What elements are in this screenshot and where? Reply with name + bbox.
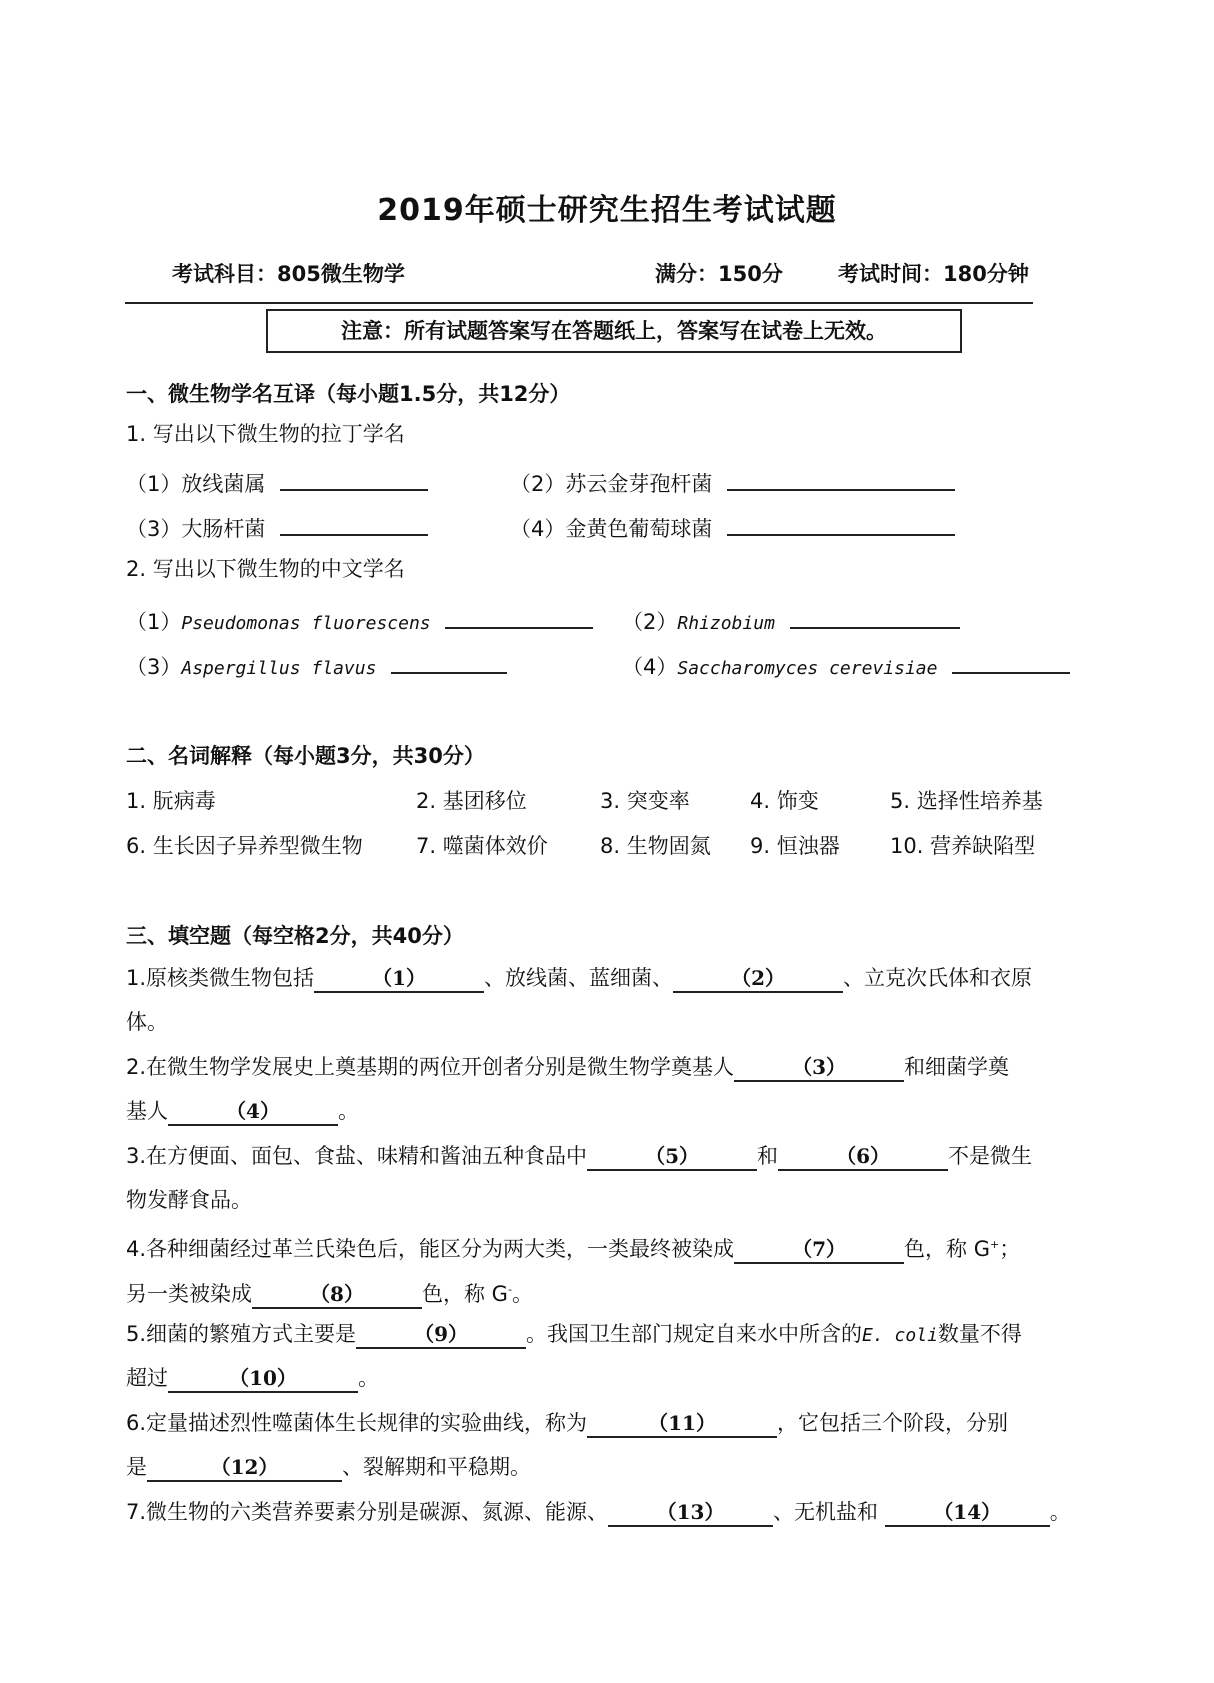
- term-item: 1. 朊病毒: [126, 789, 216, 813]
- question-text: 另一类被染成: [126, 1282, 252, 1306]
- section3-heading: 三、填空题（每空格2分，共40分）: [126, 924, 464, 948]
- question-text: 4.各种细菌经过革兰氏染色后，能区分为两大类，一类最终被染成: [126, 1237, 735, 1261]
- item-number: （3）: [126, 655, 182, 679]
- s1-q2-prompt: 2. 写出以下微生物的中文学名: [126, 557, 405, 581]
- fill-question-4: [126, 1231, 1020, 1264]
- term-item: 10. 营养缺陷型: [890, 834, 1036, 858]
- item-number: （4）: [622, 655, 678, 679]
- fill-question-3: [126, 1142, 1032, 1171]
- latin-name: Rhizobium: [677, 613, 775, 634]
- question-text: 超过: [126, 1366, 168, 1390]
- question-text: 色，称 G: [422, 1282, 508, 1306]
- fill-question-5-cont: [126, 1364, 379, 1393]
- fill-question-1-cont: 体。: [126, 1010, 168, 1034]
- question-text: 。: [1049, 1500, 1071, 1524]
- question-text: 。: [338, 1099, 359, 1123]
- gram-positive-sup: +: [990, 1238, 1000, 1251]
- s1-q1-item: [510, 465, 955, 498]
- item-number: （3）: [126, 517, 182, 541]
- blank-4: （4）: [168, 1098, 338, 1126]
- fill-question-2-cont: [126, 1097, 359, 1126]
- term-item: 9. 恒浊器: [750, 834, 840, 858]
- question-text: 和: [757, 1144, 779, 1168]
- fill-question-3-cont: 物发酵食品。: [126, 1188, 252, 1212]
- question-text: 5.细菌的繁殖方式主要是: [126, 1322, 357, 1346]
- question-text: 、裂解期和平稳期。: [342, 1455, 531, 1479]
- term-item: 5. 选择性培养基: [890, 789, 1043, 813]
- ecoli-name: E. coli: [862, 1325, 938, 1346]
- blank-1: （1）: [314, 965, 484, 993]
- fill-question-6-cont: [126, 1453, 531, 1482]
- latin-name: Saccharomyces cerevisiae: [677, 658, 938, 679]
- s1-q2-item: [622, 603, 960, 638]
- question-text: 色，称 G: [904, 1237, 990, 1261]
- blank-9: （9）: [356, 1321, 526, 1349]
- term-item: 4. 饰变: [750, 789, 819, 813]
- s1-q1-item: [126, 510, 428, 543]
- answer-blank: [445, 603, 593, 629]
- answer-blank: [952, 648, 1070, 674]
- term-item: 8. 生物固氮: [600, 834, 711, 858]
- answer-blank: [727, 510, 955, 536]
- s1-q2-item: [126, 603, 593, 638]
- question-text: 3.在方便面、面包、食盐、味精和酱油五种食品中: [126, 1144, 588, 1168]
- s1-q1-prompt: 1. 写出以下微生物的拉丁学名: [126, 422, 405, 446]
- blank-3: （3）: [734, 1054, 904, 1082]
- term-item: 2. 基团移位: [416, 789, 527, 813]
- fill-question-1: [126, 964, 1032, 993]
- blank-10: （10）: [168, 1365, 358, 1393]
- blank-8: （8）: [252, 1281, 422, 1309]
- blank-13: （13）: [608, 1499, 773, 1527]
- term-item: 3. 突变率: [600, 789, 690, 813]
- s1-q1-item: [510, 510, 955, 543]
- question-text: 基人: [126, 1099, 168, 1123]
- fill-question-5: [126, 1320, 1022, 1350]
- item-text: 苏云金芽孢杆菌: [565, 472, 713, 496]
- item-text: 金黄色葡萄球菌: [565, 517, 713, 541]
- item-number: （1）: [126, 472, 182, 496]
- exam-duration: 考试时间：180分钟: [838, 262, 1029, 286]
- blank-11: （11）: [587, 1410, 777, 1438]
- answer-blank: [280, 510, 428, 536]
- item-number: （1）: [126, 610, 182, 634]
- question-text: 。: [511, 1282, 533, 1306]
- blank-7: （7）: [734, 1236, 904, 1264]
- s1-q2-item: [126, 648, 507, 683]
- term-item: 7. 噬菌体效价: [416, 834, 548, 858]
- section1-heading: 一、微生物学名互译（每小题1.5分，共12分）: [126, 382, 571, 406]
- blank-2: （2）: [673, 965, 843, 993]
- latin-name: Pseudomonas fluorescens: [181, 613, 431, 634]
- item-number: （4）: [510, 517, 566, 541]
- exam-subject: 考试科目：805微生物学: [172, 262, 405, 286]
- fill-question-7: [126, 1498, 1071, 1527]
- header-divider: [125, 302, 1033, 304]
- question-text: 不是微生: [948, 1144, 1033, 1168]
- question-text: 、无机盐和: [773, 1500, 879, 1524]
- fill-question-2: [126, 1053, 1009, 1082]
- blank-12: （12）: [147, 1454, 342, 1482]
- s1-q1-item: [126, 465, 428, 498]
- question-text: 、立克次氏体和衣原: [843, 966, 1033, 990]
- question-text: 和细菌学奠: [904, 1055, 1010, 1079]
- answer-blank: [790, 603, 960, 629]
- s1-q2-item: [622, 648, 1070, 683]
- blank-5: （5）: [587, 1143, 757, 1171]
- section2-heading: 二、名词解释（每小题3分，共30分）: [126, 744, 485, 768]
- question-text: ，它包括三个阶段，分别: [777, 1411, 1009, 1435]
- fill-question-4-cont: [126, 1276, 533, 1309]
- item-number: （2）: [510, 472, 566, 496]
- question-text: 2.在微生物学发展史上奠基期的两位开创者分别是微生物学奠基人: [126, 1055, 735, 1079]
- gram-negative-sup: -: [507, 1283, 512, 1296]
- answer-blank: [391, 648, 507, 674]
- notice-box: 注意：所有试题答案写在答题纸上，答案写在试卷上无效。: [266, 309, 962, 353]
- question-text: 数量不得: [937, 1322, 1022, 1346]
- latin-name: Aspergillus flavus: [181, 658, 377, 679]
- blank-6: （6）: [778, 1143, 948, 1171]
- question-text: 是: [126, 1455, 147, 1479]
- question-text: 。: [358, 1366, 379, 1390]
- question-text: 7.微生物的六类营养要素分别是碳源、氮源、能源、: [126, 1500, 609, 1524]
- question-text: 1.原核类微生物包括: [126, 966, 315, 990]
- fill-question-6: [126, 1409, 1008, 1438]
- item-text: 放线菌属: [181, 472, 266, 496]
- question-text: ；: [999, 1237, 1021, 1261]
- answer-blank: [727, 465, 955, 491]
- question-text: 。我国卫生部门规定自来水中所含的: [526, 1322, 863, 1346]
- answer-blank: [280, 465, 428, 491]
- blank-14: （14）: [885, 1499, 1050, 1527]
- question-text: 、放线菌、蓝细菌、: [484, 966, 674, 990]
- item-text: 大肠杆菌: [181, 517, 266, 541]
- question-text: 6.定量描述烈性噬菌体生长规律的实验曲线，称为: [126, 1411, 588, 1435]
- full-score: 满分：150分: [655, 262, 783, 286]
- item-number: （2）: [622, 610, 678, 634]
- term-item: 6. 生长因子异养型微生物: [126, 834, 363, 858]
- exam-title: 2019年硕士研究生招生考试试题: [377, 193, 837, 228]
